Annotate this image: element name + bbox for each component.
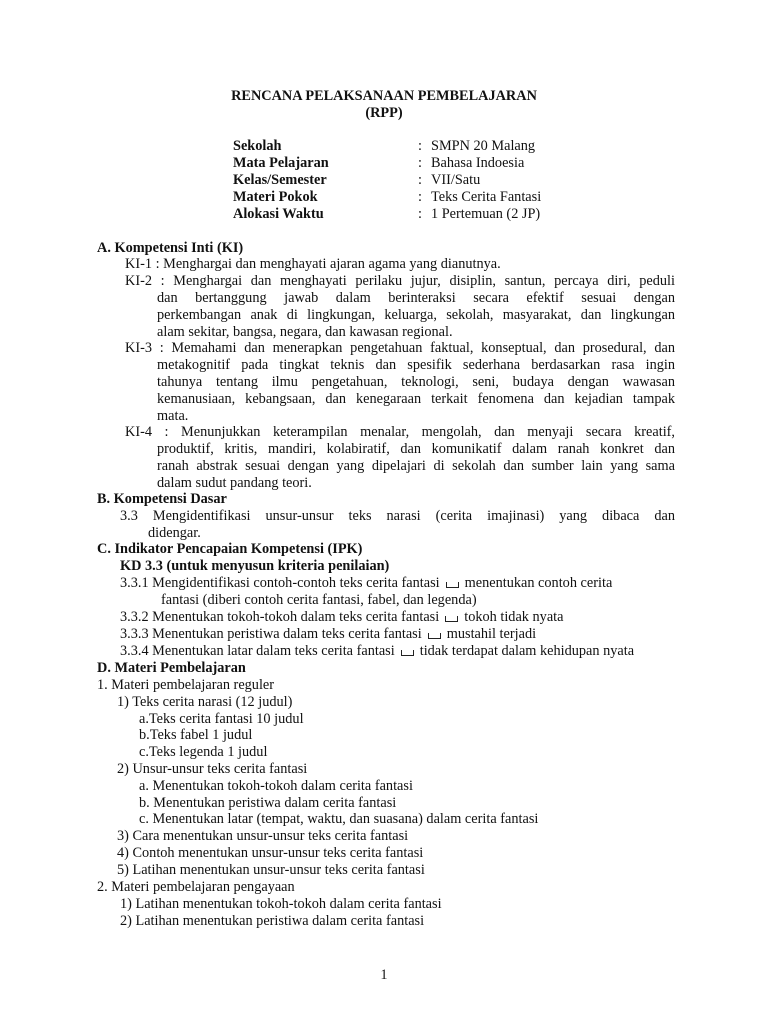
materi-list-item: 5) Latihan menentukan unsur-unsur teks cerita fantasi [117, 862, 425, 878]
kd-line: 3.3 Mengidentifikasi unsur-unsur teks narasi (cerita imajinasi) yang dibaca dan [120, 508, 675, 524]
identity-colon: : [418, 189, 422, 205]
ki3-line: metakognitif pada tingkat teknis dan spesifik sederhana berdasarkan rasa ingin [157, 357, 675, 373]
ipk-item [120, 609, 563, 625]
ipk-text: tidak terdapat dalam kehidupan nyata [419, 643, 635, 659]
section-d-heading: D. Materi Pembelajaran [97, 660, 246, 676]
identity-colon: : [418, 138, 422, 154]
materi-list-item: c.Teks legenda 1 judul [139, 744, 268, 760]
kd-line: didengar. [148, 525, 201, 541]
identity-label-class: Kelas/Semester [233, 172, 327, 188]
materi-list-item: b.Teks fabel 1 judul [139, 727, 253, 743]
identity-value-time: 1 Pertemuan (2 JP) [431, 206, 541, 222]
ki1-text: KI-1 : Menghargai dan menghayati ajaran agama yang dianutnya. [125, 256, 501, 272]
ki4-line: ranah abstrak sesuai dengan yang dipelajari di sekolah dan sumber lain yang sama [157, 458, 675, 474]
identity-label-subject: Mata Pelajaran [233, 155, 329, 171]
identity-colon: : [418, 172, 422, 188]
ipk-text: tokoh tidak nyata [464, 609, 564, 625]
identity-label-school: Sekolah [233, 138, 282, 154]
ipk-text: mustahil terjadi [446, 626, 537, 642]
materi-list-item: 2. Materi pembelajaran pengayaan [97, 879, 295, 895]
identity-value-subject: Bahasa Indoesia [431, 155, 525, 171]
identity-value-class: VII/Satu [431, 172, 481, 188]
materi-list-item: 1. Materi pembelajaran reguler [97, 677, 275, 693]
ipk-item [120, 575, 612, 591]
materi-list-item: 1) Teks cerita narasi (12 judul) [117, 694, 293, 710]
materi-list-item: a.Teks cerita fantasi 10 judul [139, 711, 304, 727]
identity-label-topic: Materi Pokok [233, 189, 318, 205]
ki2-line: perkembangan anak di lingkungan, keluarga, sekolah, masyarakat, dan lingkungan [157, 307, 675, 323]
identity-value-topic: Teks Cerita Fantasi [431, 189, 542, 205]
ki3-line: kemanusiaan, kebangsaan, dan kenegaraan terkait fenomena dan kejadian tampak [157, 391, 675, 407]
section-a-heading: A. Kompetensi Inti (KI) [97, 240, 244, 256]
ki2-line: alam sekitar, bangsa, negara, dan kawasan regional. [157, 324, 453, 340]
ipk-text: 3.3.2 Menentukan tokoh-tokoh dalam teks cerita fantasi [120, 609, 440, 625]
materi-list-item: 4) Contoh menentukan unsur-unsur teks cerita fantasi [117, 845, 424, 861]
ki2-line: dan bertanggung jawab dalam berinteraksi secara efektif sesuai dengan [157, 290, 675, 306]
identity-label-time: Alokasi Waktu [233, 206, 324, 222]
document-subtitle: (RPP) [365, 105, 403, 121]
materi-list-item: 3) Cara menentukan unsur-unsur teks cerita fantasi [117, 828, 409, 844]
ipk-item [120, 643, 634, 659]
arrow-placeholder-icon [401, 650, 414, 656]
page-number: 1 [380, 967, 388, 983]
ki3-line: tahunya tentang ilmu pengetahuan, teknologi, seni, budaya dengan wawasan [157, 374, 675, 390]
identity-colon: : [418, 155, 422, 171]
ipk-text: fantasi (diberi contoh cerita fantasi, fabel, dan legenda) [161, 592, 477, 608]
identity-value-school: SMPN 20 Malang [431, 138, 536, 154]
document-title: RENCANA PELAKSANAAN PEMBELAJARAN [231, 88, 537, 104]
ki4-line: dalam sudut pandang teori. [157, 475, 312, 491]
ipk-text: 3.3.4 Menentukan latar dalam teks cerita fantasi [120, 643, 395, 659]
ki4-line: produktif, kritis, mandiri, kolabiratif, dan komunikatif dalam ranah konkret dan [157, 441, 675, 457]
section-c-heading: C. Indikator Pencapaian Kompetensi (IPK) [97, 541, 363, 557]
materi-list-item: 1) Latihan menentukan tokoh-tokoh dalam cerita fantasi [120, 896, 442, 912]
ipk-item [120, 626, 536, 642]
ki4-line: KI-4 : Menunjukkan keterampilan menalar, mengolah, dan menyaji secara kreatif, [125, 424, 675, 440]
ki3-line: mata. [157, 408, 189, 424]
materi-list-item: a. Menentukan tokoh-tokoh dalam cerita fantasi [139, 778, 413, 794]
arrow-placeholder-icon [428, 633, 441, 639]
ki3-line: KI-3 : Memahami dan menerapkan pengetahuan faktual, konseptual, dan prosedural, dan [125, 340, 675, 356]
ki2-line: KI-2 : Menghargai dan menghayati perilaku jujur, disiplin, santun, percaya diri, peduli [125, 273, 675, 289]
kd-subheading: KD 3.3 (untuk menyusun kriteria penilaian) [120, 558, 390, 574]
ipk-text: menentukan contoh cerita [464, 575, 613, 591]
ipk-text: 3.3.3 Menentukan peristiwa dalam teks cerita fantasi [120, 626, 422, 642]
materi-list-item: b. Menentukan peristiwa dalam cerita fantasi [139, 795, 397, 811]
materi-list-item: 2) Latihan menentukan peristiwa dalam cerita fantasi [120, 913, 425, 929]
arrow-placeholder-icon [445, 616, 458, 622]
section-b-heading: B. Kompetensi Dasar [97, 491, 227, 507]
identity-colon: : [418, 206, 422, 222]
ipk-text: 3.3.1 Mengidentifikasi contoh-contoh teks cerita fantasi [120, 575, 440, 591]
materi-list-item: c. Menentukan latar (tempat, waktu, dan suasana) dalam cerita fantasi [139, 811, 539, 827]
materi-list-item: 2) Unsur-unsur teks cerita fantasi [117, 761, 308, 777]
arrow-placeholder-icon [446, 582, 459, 588]
